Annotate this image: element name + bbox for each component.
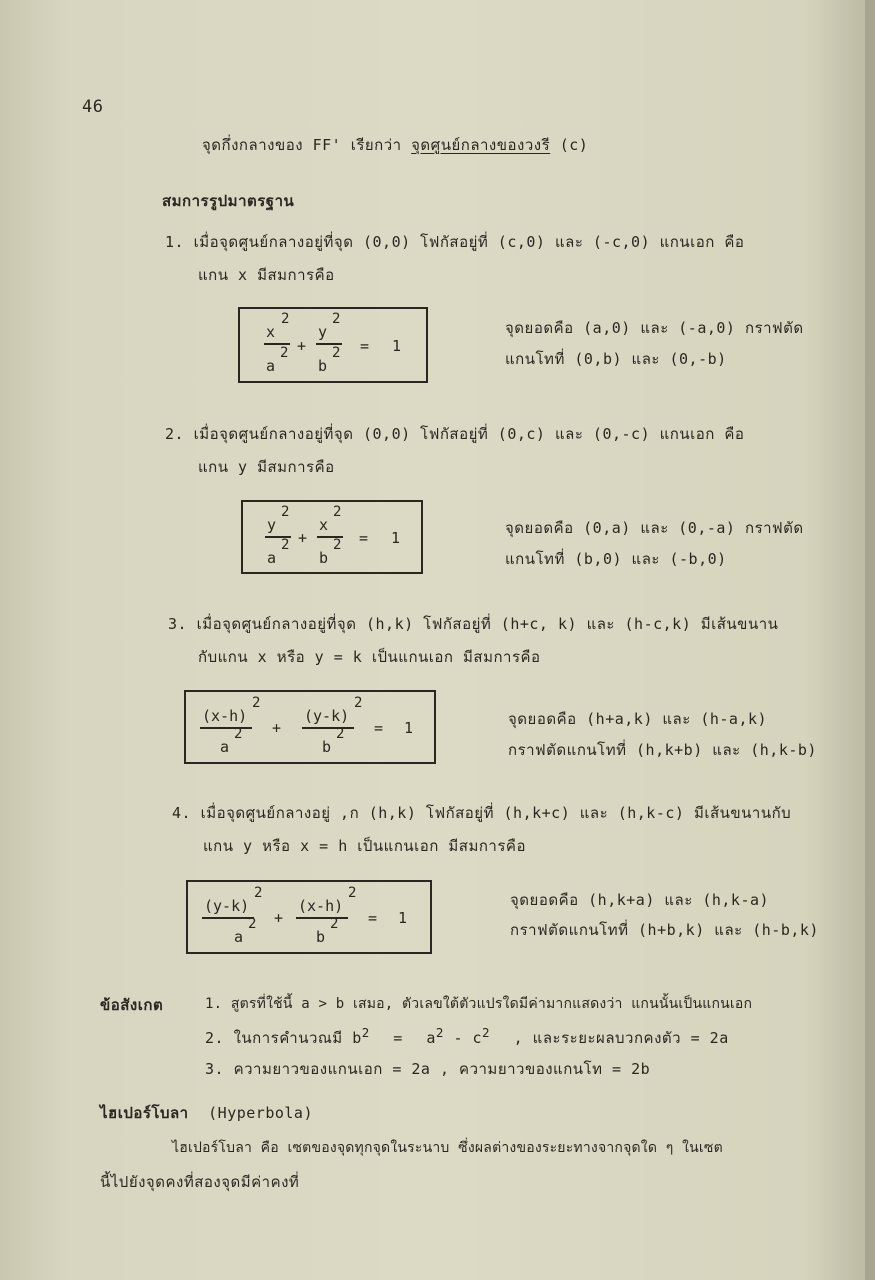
- plus-sign: +: [298, 529, 308, 547]
- case3-line1: 3. เมื่อจุดศูนย์กลางอยู่ที่จุด (h,k) โฟกัสอยู่ที่ (h+c, k) และ (h-c,k) มีเส้นขนาน: [168, 615, 779, 633]
- eq-numerator: (x-h): [298, 897, 344, 915]
- remark-item-3: 3. ความยาวของแกนเอก = 2a , ความยาวของแกนโท = 2b: [205, 1060, 651, 1078]
- case2-note1: จุดยอดคือ (0,a) และ (0,-a) กราฟตัด: [505, 519, 804, 537]
- remark2-exponent: 2: [435, 1025, 444, 1040]
- hyperbola-definition-line1: ไฮเปอร์โบลา คือ เซตของจุดทุกจุดในระนาบ ซึ่งผลต่างของระยะทางจากจุดใด ๆ ในเซต: [172, 1140, 723, 1156]
- eq-exponent: 2: [333, 537, 342, 553]
- case2-equation-box: [241, 500, 423, 574]
- case1-note2: แกนโทที่ (0,b) และ (0,-b): [505, 350, 727, 368]
- eq-numerator: x: [266, 323, 276, 341]
- eq-rhs: 1: [392, 337, 402, 355]
- remark2-minus-c: - c: [453, 1029, 483, 1047]
- eq-exponent: 2: [254, 885, 263, 901]
- remark2-equals: =: [393, 1029, 403, 1047]
- equals-sign: =: [374, 719, 384, 737]
- case3-equation-box: [184, 690, 436, 764]
- plus-sign: +: [272, 719, 282, 737]
- eq-numerator: x: [319, 516, 329, 534]
- remark-item-1: 1. สูตรที่ใช้นี้ a > b เสมอ, ตัวเลขใต้ตัวแปรใดมีค่ามากแสดงว่า แกนนั้นเป็นแกนเอก: [205, 996, 753, 1012]
- equals-sign: =: [368, 909, 378, 927]
- case4-line2: แกน y หรือ x = h เป็นแกนเอก มีสมการคือ: [203, 837, 526, 855]
- page-edge-shadow: [865, 0, 875, 1280]
- remark2-text: 2. ในการคำนวณมี b: [205, 1029, 362, 1047]
- eq-denominator: b: [322, 738, 332, 756]
- fraction-bar: [302, 727, 354, 729]
- eq-numerator: y: [318, 323, 328, 341]
- eq-exponent: 2: [280, 345, 289, 361]
- eq-denominator: a: [234, 928, 244, 946]
- hyperbola-heading: [100, 1101, 313, 1125]
- eq-exponent: 2: [252, 695, 261, 711]
- remark2-exponent: 2: [482, 1025, 491, 1040]
- intro-text: จุดกึ่งกลางของ FF' เรียกว่า: [202, 136, 402, 154]
- case4-equation-box: [186, 880, 432, 954]
- case4-note2: กราฟตัดแกนโทที่ (h+b,k) และ (h-b,k): [510, 921, 819, 939]
- eq-exponent: 2: [332, 311, 341, 327]
- remarks-label: ข้อสังเกต: [100, 996, 164, 1014]
- eq-exponent: 2: [354, 695, 363, 711]
- eq-denominator: b: [319, 549, 329, 567]
- hyperbola-definition-line2: นี้ไปยังจุดคงที่สองจุดมีค่าคงที่: [100, 1173, 300, 1191]
- eq-denominator: a: [266, 357, 276, 375]
- equals-sign: =: [359, 529, 369, 547]
- case1-equation-box: [238, 307, 428, 383]
- equals-sign: =: [360, 337, 370, 355]
- case3-note2: กราฟตัดแกนโทที่ (h,k+b) และ (h,k-b): [508, 741, 817, 759]
- eq-numerator: (x-h): [202, 707, 248, 725]
- plus-sign: +: [297, 337, 307, 355]
- eq-denominator: a: [220, 738, 230, 756]
- eq-exponent: 2: [330, 916, 339, 932]
- case1-line2: แกน x มีสมการคือ: [198, 266, 335, 284]
- eq-exponent: 2: [248, 916, 257, 932]
- eq-denominator: b: [316, 928, 326, 946]
- fraction-bar: [296, 917, 348, 919]
- eq-numerator: (y-k): [204, 897, 250, 915]
- case4-line1: 4. เมื่อจุดศูนย์กลางอยู่ ,ก (h,k) โฟกัสอยู่ที่ (h,k+c) และ (h,k-c) มีเส้นขนานกับ: [172, 804, 792, 822]
- remark2-tail: , และระยะผลบวกคงตัว = 2a: [513, 1029, 729, 1047]
- remark2-exponent: 2: [361, 1025, 370, 1040]
- plus-sign: +: [274, 909, 284, 927]
- fraction-bar: [200, 727, 252, 729]
- eq-denominator: a: [267, 549, 277, 567]
- heading-standard-form: สมการรูปมาตรฐาน: [162, 192, 295, 210]
- eq-exponent: 2: [348, 885, 357, 901]
- eq-exponent: 2: [281, 504, 290, 520]
- eq-rhs: 1: [391, 529, 401, 547]
- case4-note1: จุดยอดคือ (h,k+a) และ (h,k-a): [510, 891, 770, 909]
- case1-line1: 1. เมื่อจุดศูนย์กลางอยู่ที่จุด (0,0) โฟกัสอยู่ที่ (c,0) และ (-c,0) แกนเอก คือ: [165, 233, 745, 251]
- hyperbola-heading-th: ไฮเปอร์โบลา: [100, 1104, 189, 1122]
- intro-term: จุดศูนย์กลางของวงรี: [411, 136, 551, 154]
- eq-exponent: 2: [333, 504, 342, 520]
- eq-exponent: 2: [336, 726, 345, 742]
- case2-line1: 2. เมื่อจุดศูนย์กลางอยู่ที่จุด (0,0) โฟกัสอยู่ที่ (0,c) และ (0,-c) แกนเอก คือ: [165, 425, 745, 443]
- eq-exponent: 2: [234, 726, 243, 742]
- eq-rhs: 1: [398, 909, 408, 927]
- eq-exponent: 2: [281, 537, 290, 553]
- eq-numerator: (y-k): [304, 707, 350, 725]
- eq-exponent: 2: [332, 345, 341, 361]
- eq-numerator: y: [267, 516, 277, 534]
- hyperbola-heading-en: (Hyperbola): [208, 1104, 313, 1122]
- eq-denominator: b: [318, 357, 328, 375]
- eq-rhs: 1: [404, 719, 414, 737]
- case1-note1: จุดยอดคือ (a,0) และ (-a,0) กราฟตัด: [505, 319, 804, 337]
- page-number: 46: [82, 97, 104, 117]
- case2-line2: แกน y มีสมการคือ: [198, 458, 335, 476]
- eq-exponent: 2: [281, 311, 290, 327]
- intro-tail: (c): [559, 136, 589, 154]
- case2-note2: แกนโทที่ (b,0) และ (-b,0): [505, 550, 727, 568]
- intro-line: [202, 133, 588, 157]
- case3-note1: จุดยอดคือ (h+a,k) และ (h-a,k): [508, 710, 768, 728]
- case3-line2: กับแกน x หรือ y = k เป็นแกนเอก มีสมการคือ: [198, 648, 541, 666]
- remark-item-2: [205, 1025, 729, 1050]
- remark2-a: a: [426, 1029, 436, 1047]
- fraction-bar: [202, 917, 254, 919]
